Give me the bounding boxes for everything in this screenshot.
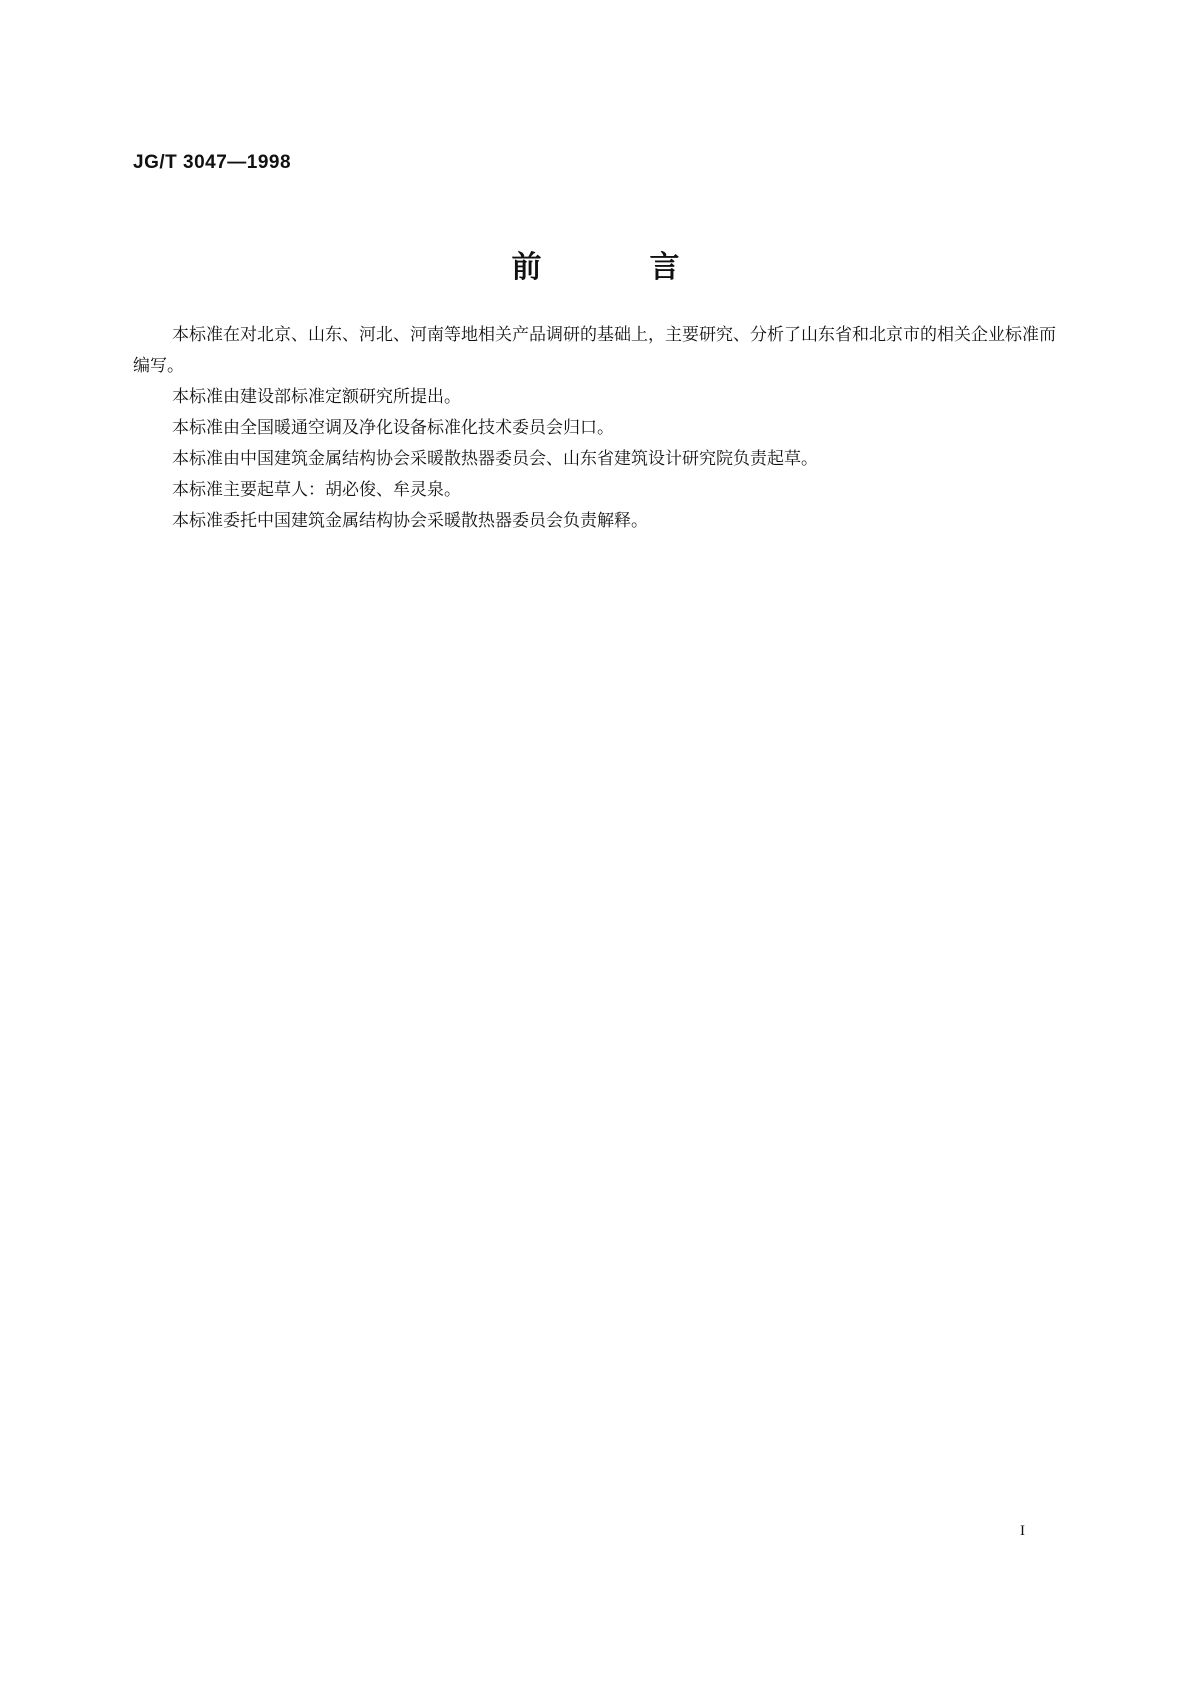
title-char-1: 前 [511, 250, 542, 285]
page-title [0, 250, 1191, 286]
title-char-2: 言 [649, 250, 680, 285]
standard-code: JG/T 3047—1998 [133, 152, 292, 173]
foreword-paragraph-6: 本标准委托中国建筑金属结构协会采暖散热器委员会负责解释。 [172, 511, 648, 531]
foreword-body [133, 320, 1063, 537]
foreword-paragraph-2: 本标准由建设部标准定额研究所提出。 [172, 387, 461, 407]
foreword-paragraph-4: 本标准由中国建筑金属结构协会采暖散热器委员会、山东省建筑设计研究院负责起草。 [172, 449, 818, 469]
foreword-paragraph-3: 本标准由全国暖通空调及净化设备标准化技术委员会归口。 [172, 418, 614, 438]
foreword-paragraph-1: 本标准在对北京、山东、河北、河南等地相关产品调研的基础上，主要研究、分析了山东省和北京市的相关企业标准而编写。 [133, 325, 1056, 376]
foreword-paragraph-5: 本标准主要起草人：胡必俊、牟灵泉。 [172, 480, 461, 500]
page-number: I [1020, 1523, 1025, 1539]
